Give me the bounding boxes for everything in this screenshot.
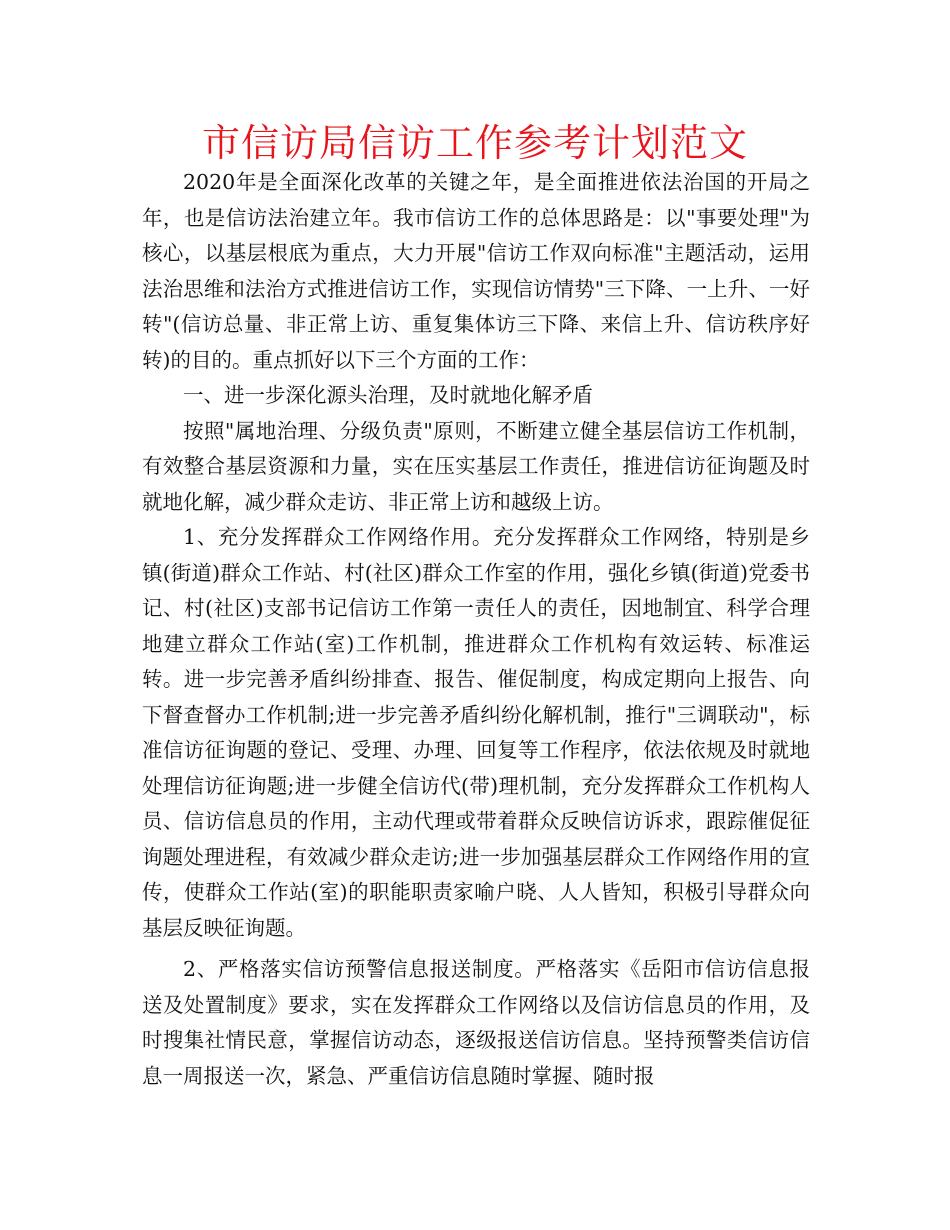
paragraph-item-1: 1、充分发挥群众工作网络作用。充分发挥群众工作网络，特别是乡镇(街道)群众工作站、村(社区)群众工作室的作用，强化乡镇(街道)党委书记、村(社区)支部书记信访工作第一责任人的责任，因地制宜、科学合理地建立群众工作站(室)工作机制，推进群众工作机构有效运转、标准运转。进一步完善矛盾纠纷排查、报告、催促制度，构成定期向上报告、向下督查督办工作机制;进一步完善矛盾纠纷化解机制，推行"三调联动"，标准信访征询题的登记、受理、办理、回复等工作程序，依法依规及时就地处理信访征询题;进一步健全信访代(带)理机制，充分发挥群众工作机构人员、信访信息员的作用，主动代理或带着群众反映信访诉求，跟踪催促征询题处理进程，有效减少群众走访;进一步加强基层群众工作网络作用的宣传，使群众工作站(室)的职能职责家喻户晓、人人皆知，积极引导群众向基层反映征询题。: [142, 525, 810, 940]
document-title: 市信访局信访工作参考计划范文: [201, 121, 748, 165]
paragraph-item-2: 2、严格落实信访预警信息报送制度。严格落实《岳阳市信访信息报送及处置制度》要求，实在发挥群众工作网络以及信访信息员的作用，及时搜集社情民意，掌握信访动态，逐级报送信访信息。坚持预警类信访信息一周报送一次，紧急、严重信访信息随时掌握、随时报: [142, 957, 810, 1088]
paragraph-intro: 2020年是全面深化改革的关键之年，是全面推进依法治国的开局之年，也是信访法治建立年。我市信访工作的总体思路是：以"事要处理"为核心，以基层根底为重点，大力开展"信访工作双向标准"主题活动，运用法治思维和法治方式推进信访工作，实现信访情势"三下降、一上升、一好转"(信访总量、非正常上访、重复集体访三下降、来信上升、信访秩序好转)的目的。重点抓好以下三个方面的工作：: [142, 170, 810, 372]
paragraph-section-1: 按照"属地治理、分级负责"原则，不断建立健全基层信访工作机制，有效整合基层资源和力量，实在压实基层工作责任，推进信访征询题及时就地化解，减少群众走访、非正常上访和越级上访。: [142, 418, 810, 514]
section-heading-1: 一、进一步深化源头治理，及时就地化解矛盾: [183, 383, 593, 407]
document-body: [142, 165, 810, 1094]
